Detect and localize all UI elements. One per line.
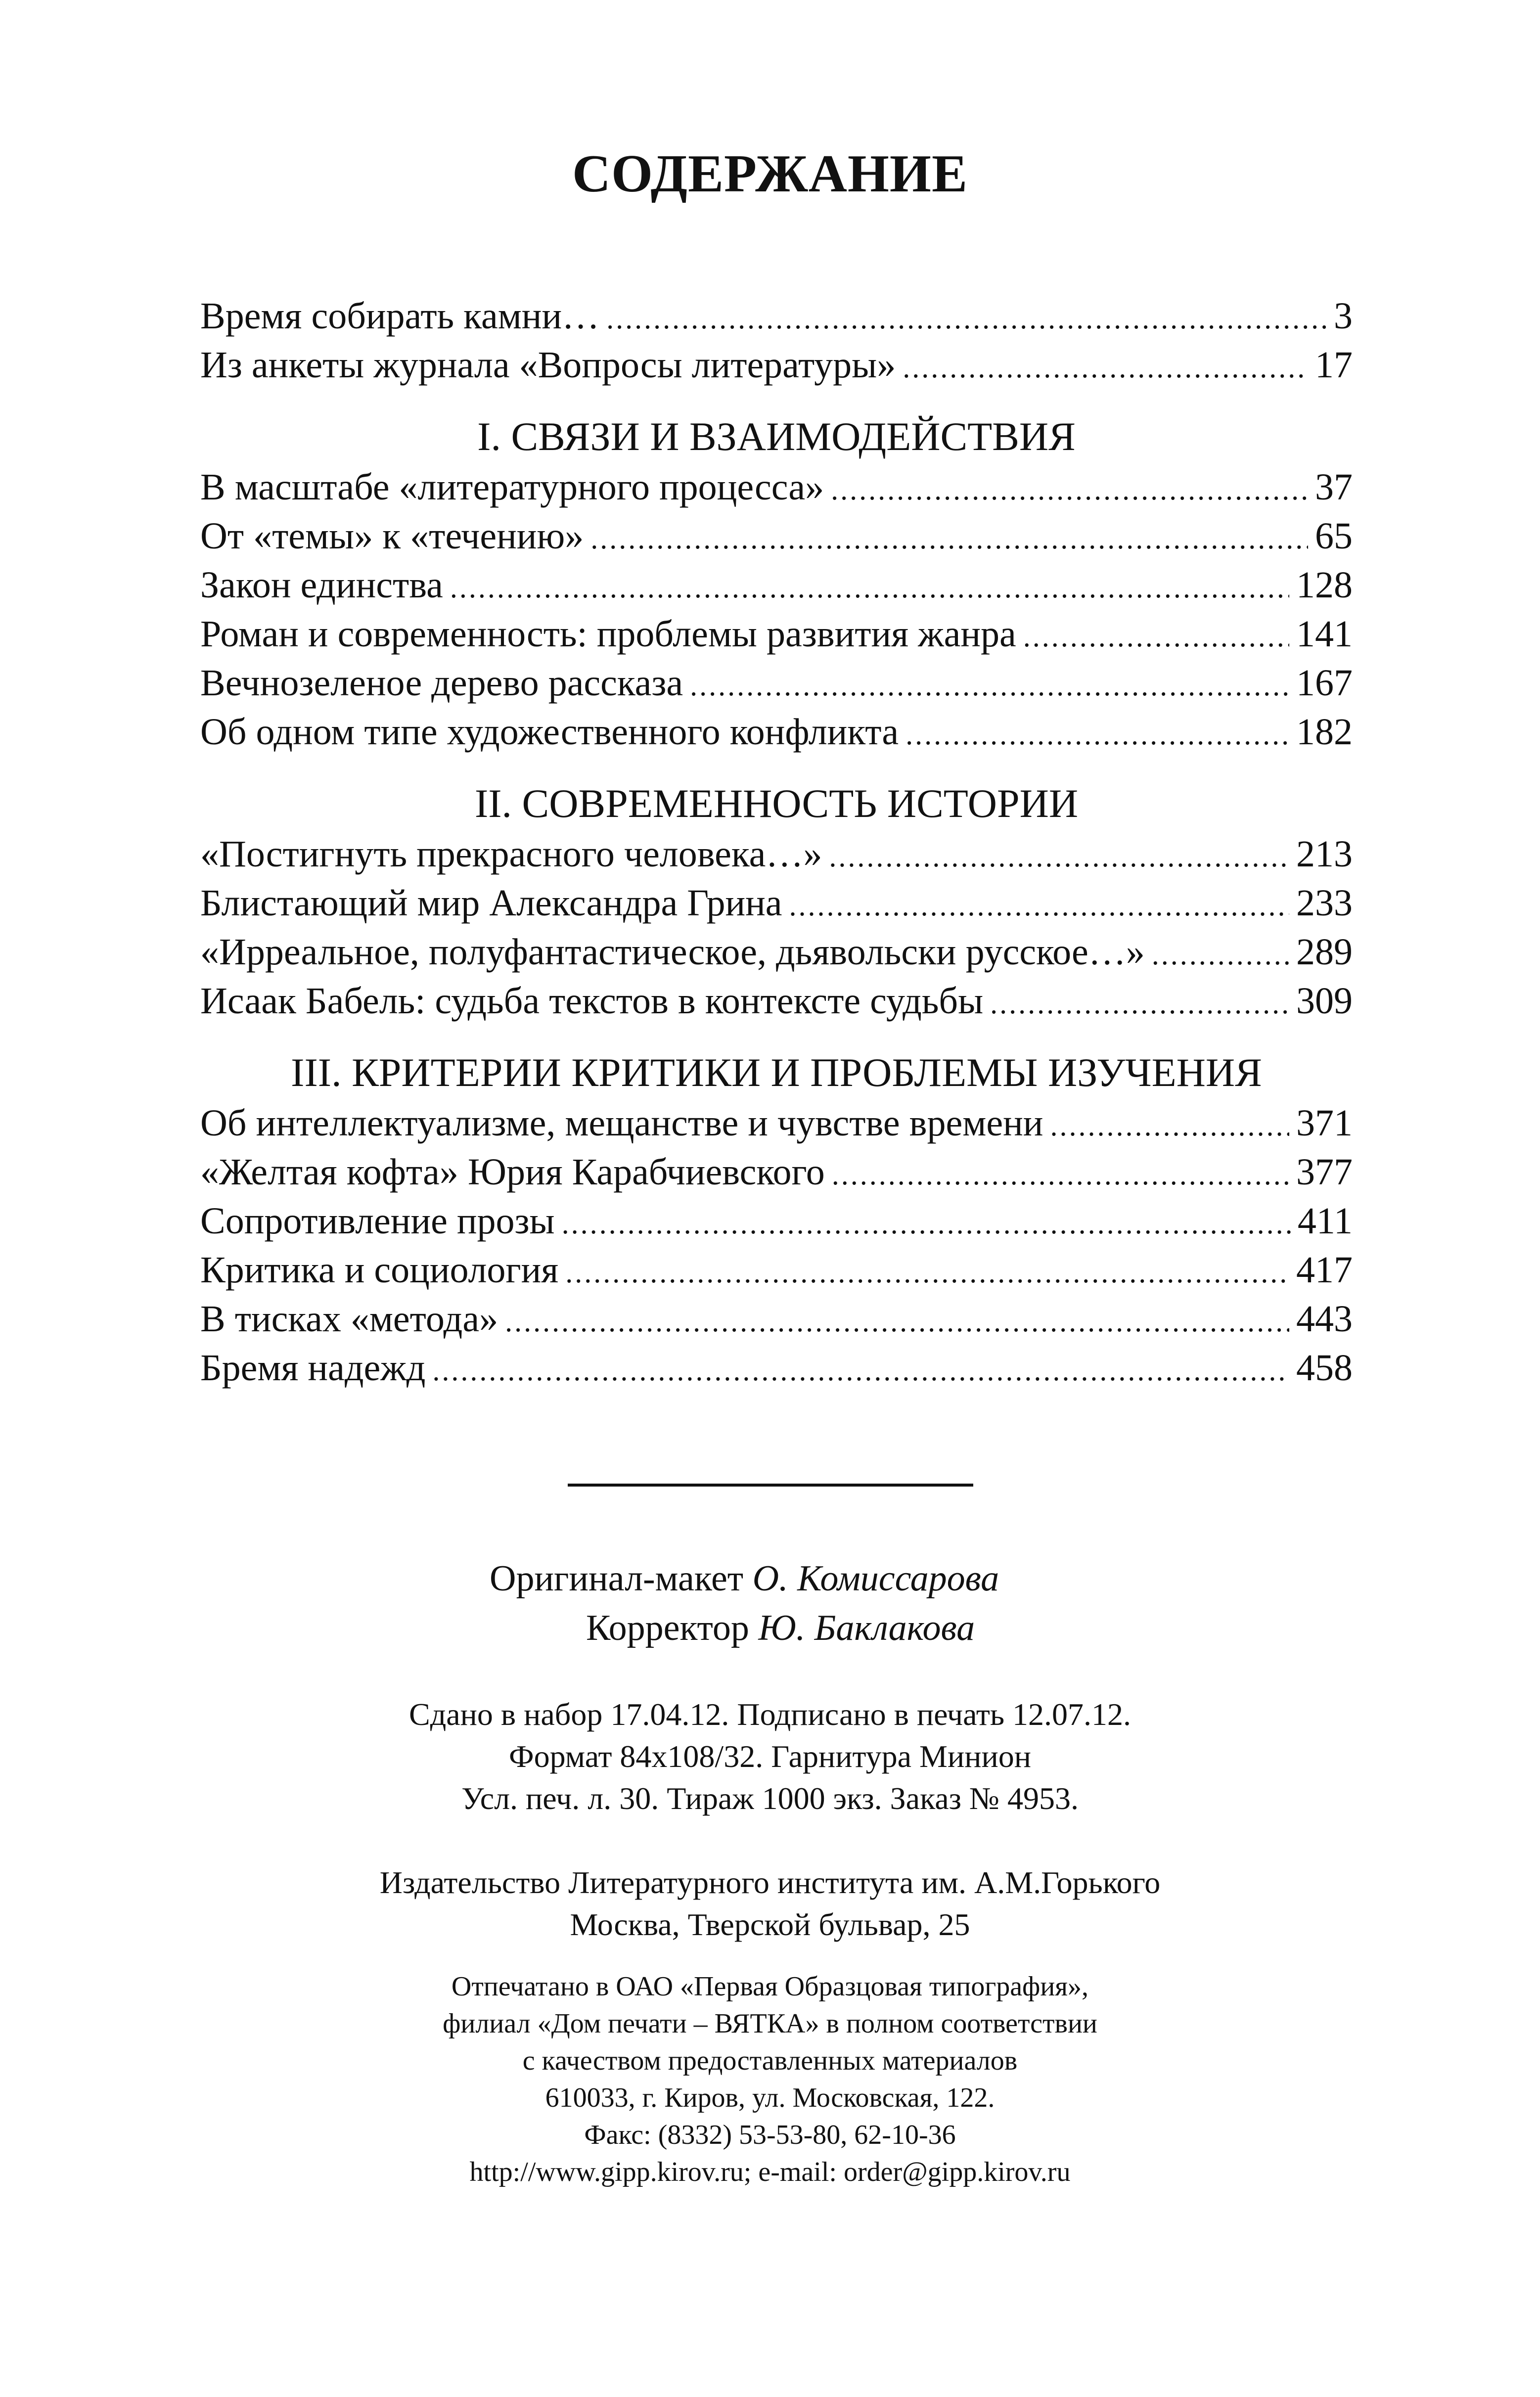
toc-entry [200, 1148, 1353, 1197]
toc-entry [200, 1295, 1353, 1344]
table-of-contents [200, 292, 1353, 1393]
toc-entry-title: Об одном типе художественного конфликта [200, 711, 899, 753]
toc-entry [200, 708, 1353, 757]
toc-entry-page: 443 [1296, 1298, 1353, 1340]
toc-entry-page: 458 [1296, 1347, 1353, 1389]
toc-dot-leader [1050, 1101, 1289, 1150]
toc-dot-leader [565, 1248, 1289, 1297]
toc-dot-leader [1023, 612, 1289, 661]
page-title: СОДЕРЖАНИЕ [572, 144, 968, 203]
printer-line: 610033, г. Киров, ул. Московская, 122. [545, 2082, 995, 2113]
toc-entry [200, 1246, 1353, 1295]
toc-entry [200, 879, 1353, 928]
toc-entry [200, 512, 1353, 561]
toc-entry [200, 928, 1353, 977]
printer-line: Отпечатано в ОАО «Первая Образцовая типография», [451, 1971, 1089, 2002]
toc-entry-title: Бремя надежд [200, 1347, 426, 1389]
print-info-line: Сдано в набор 17.04.12. Подписано в печать 12.07.12. [409, 1697, 1131, 1732]
credit-label: Корректор [586, 1608, 749, 1648]
toc-dot-leader [831, 465, 1308, 514]
toc-entry [200, 659, 1353, 708]
toc-entry-title: «Постигнуть прекрасного человека…» [200, 833, 822, 875]
credit-corrector [586, 1607, 975, 1649]
toc-entry [200, 977, 1353, 1026]
toc-dot-leader [505, 1297, 1289, 1346]
toc-entry-page: 182 [1296, 711, 1353, 753]
toc-entry [200, 1197, 1353, 1246]
credit-label: Оригинал-макет [490, 1558, 744, 1599]
toc-entry [200, 1344, 1353, 1393]
toc-entry-title: Закон единства [200, 564, 443, 606]
toc-dot-leader [903, 343, 1308, 392]
toc-entry-title: Сопротивление прозы [200, 1200, 555, 1242]
credit-layout [490, 1558, 999, 1600]
toc-entry-page: 17 [1315, 344, 1353, 386]
toc-entry-title: Из анкеты журнала «Вопросы литературы» [200, 344, 896, 386]
toc-dot-leader [832, 1150, 1289, 1199]
toc-entry-page: 309 [1296, 980, 1353, 1022]
toc-dot-leader [906, 710, 1289, 759]
print-info-line: Усл. печ. л. 30. Тираж 1000 экз. Заказ № 4953. [461, 1781, 1079, 1816]
toc-entry [200, 463, 1353, 512]
printer-line: филиал «Дом печати – ВЯТКА» в полном соответствии [443, 2008, 1097, 2039]
printer-contact-line: http://www.gipp.kirov.ru; e-mail: order@gipp.kirov.ru [469, 2157, 1071, 2187]
printer-line: с качеством предоставленных материалов [522, 2045, 1018, 2076]
toc-entry-page: 289 [1296, 931, 1353, 973]
toc-dot-leader [590, 514, 1308, 563]
toc-entry-page: 417 [1296, 1249, 1353, 1291]
toc-entry-page: 371 [1296, 1102, 1353, 1144]
toc-entry-page: 37 [1315, 466, 1353, 508]
toc-entry-title: От «темы» к «течению» [200, 515, 584, 557]
toc-dot-leader [1152, 930, 1289, 979]
toc-entry [200, 1099, 1353, 1148]
printer-line: Факс: (8332) 53-53-80, 62-10-36 [584, 2120, 956, 2150]
toc-entry-title: Время собирать камни… [200, 295, 600, 337]
toc-entry [200, 341, 1353, 390]
section-heading: III. КРИТЕРИИ КРИТИКИ И ПРОБЛЕМЫ ИЗУЧЕНИЯ [291, 1050, 1262, 1095]
toc-entry-page: 141 [1296, 613, 1353, 655]
toc-entry-title: Блистающий мир Александра Грина [200, 882, 782, 924]
toc-entry-title: Исаак Бабель: судьба текстов в контексте судьбы [200, 980, 984, 1022]
toc-entry [200, 292, 1353, 341]
toc-entry-page: 65 [1315, 515, 1353, 557]
toc-dot-leader [606, 294, 1327, 343]
toc-entry [200, 561, 1353, 610]
toc-entry-title: Критика и социология [200, 1249, 559, 1291]
toc-dot-leader [829, 832, 1289, 881]
toc-entry-title: Роман и современность: проблемы развития жанра [200, 613, 1016, 655]
credit-name: Ю. Баклакова [758, 1608, 975, 1648]
toc-dot-leader [789, 881, 1289, 930]
toc-entry-title: В масштабе «литературного процесса» [200, 466, 824, 508]
toc-dot-leader [690, 661, 1289, 710]
toc-entry-title: Вечнозеленое дерево рассказа [200, 662, 683, 704]
toc-entry-title: В тисках «метода» [200, 1298, 498, 1340]
section-heading: II. СОВРЕМЕННОСТЬ ИСТОРИИ [474, 781, 1079, 826]
toc-dot-leader [990, 979, 1289, 1028]
toc-entry-page: 213 [1296, 833, 1353, 875]
section-heading: I. СВЯЗИ И ВЗАИМОДЕЙСТВИЯ [477, 414, 1076, 459]
print-info-line: Формат 84x108/32. Гарнитура Минион [509, 1739, 1031, 1774]
publisher-line: Москва, Тверской бульвар, 25 [570, 1907, 970, 1942]
toc-dot-leader [432, 1346, 1289, 1395]
toc-entry-page: 128 [1296, 564, 1353, 606]
toc-entry-title: «Ирреальное, полуфантастическое, дьявольски русское…» [200, 931, 1145, 973]
toc-entry-page: 377 [1296, 1151, 1353, 1193]
toc-entry [200, 610, 1353, 659]
toc-entry [200, 830, 1353, 879]
toc-entry-title: Об интеллектуализме, мещанстве и чувстве времени [200, 1102, 1043, 1144]
toc-dot-leader [450, 563, 1289, 612]
credit-name: О. Комиссарова [752, 1558, 999, 1599]
toc-entry-page: 167 [1296, 662, 1353, 704]
toc-entry-page: 3 [1334, 295, 1353, 337]
toc-entry-title: «Желтая кофта» Юрия Карабчиевского [200, 1151, 825, 1193]
toc-dot-leader [562, 1199, 1291, 1248]
divider-rule [568, 1484, 973, 1487]
toc-entry-page: 233 [1296, 882, 1353, 924]
publisher-line: Издательство Литературного института им. А.М.Горького [379, 1865, 1161, 1900]
toc-entry-page: 411 [1297, 1200, 1353, 1242]
